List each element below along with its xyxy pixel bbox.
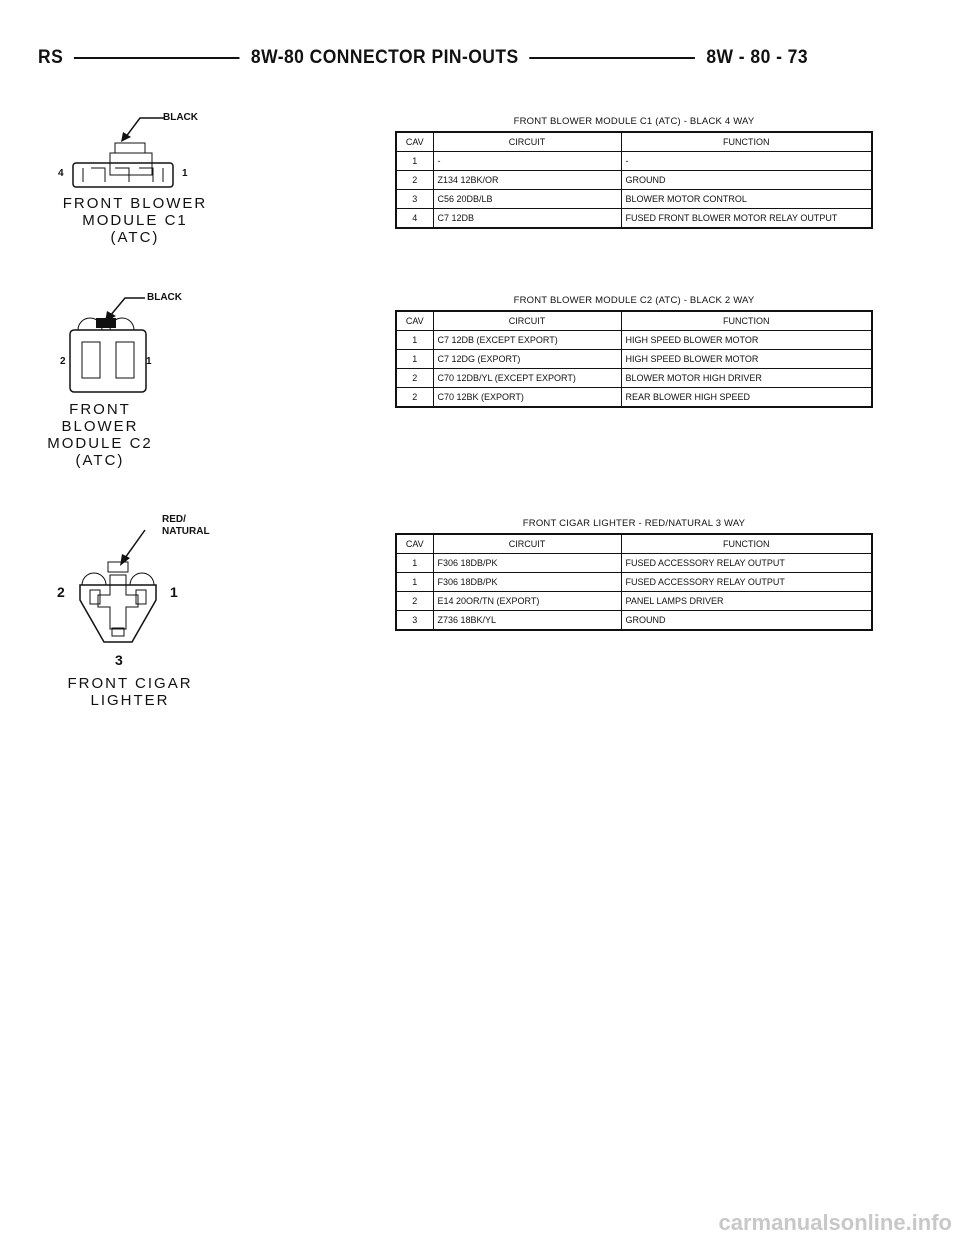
color-label-line: NATURAL — [162, 526, 210, 537]
connector-c2-diagram — [60, 290, 160, 400]
caption-line: FRONT BLOWER — [62, 195, 208, 212]
pinout-table-c1 — [395, 131, 873, 229]
col-cav: CAV — [396, 132, 433, 152]
connector-c2-color-label: BLACK — [147, 292, 182, 303]
circuit-cell: C7 12DB — [433, 209, 621, 229]
header-left: RS — [38, 47, 64, 68]
col-circuit: CIRCUIT — [433, 534, 621, 554]
cav-cell: 4 — [396, 209, 433, 229]
header-title: 8W-80 CONNECTOR PIN-OUTS — [250, 47, 519, 68]
function-cell: - — [621, 152, 872, 171]
table-row — [396, 592, 872, 611]
pinout-table-cigar-lighter — [395, 533, 873, 631]
cav-cell: 1 — [396, 554, 433, 573]
pin-label: 2 — [57, 584, 65, 600]
cav-cell: 1 — [396, 573, 433, 592]
connector-c1-color-label: BLACK — [163, 112, 198, 123]
header-rule — [74, 57, 240, 59]
caption-line: (ATC) — [75, 452, 125, 469]
table-row — [396, 171, 872, 190]
function-cell: PANEL LAMPS DRIVER — [621, 592, 872, 611]
connector-c1-diagram — [55, 110, 225, 190]
pin-label: 3 — [115, 652, 123, 668]
cav-cell: 3 — [396, 611, 433, 631]
cav-cell: 1 — [396, 350, 433, 369]
circuit-cell: C56 20DB/LB — [433, 190, 621, 209]
caption-line: BLOWER — [61, 418, 139, 435]
function-cell: HIGH SPEED BLOWER MOTOR — [621, 331, 872, 350]
pinout-table-c2 — [395, 310, 873, 408]
circuit-cell: C7 12DG (EXPORT) — [433, 350, 621, 369]
watermark: carmanualsonline.info — [718, 1210, 952, 1235]
header-rule — [530, 57, 696, 59]
function-cell: GROUND — [621, 171, 872, 190]
table-row — [396, 611, 872, 631]
circuit-cell: C70 12BK (EXPORT) — [433, 388, 621, 408]
cav-cell: 2 — [396, 388, 433, 408]
col-cav: CAV — [396, 534, 433, 554]
caption-line: FRONT — [69, 401, 131, 418]
function-cell: HIGH SPEED BLOWER MOTOR — [621, 350, 872, 369]
pin-label: 1 — [146, 356, 152, 367]
function-cell: FUSED FRONT BLOWER MOTOR RELAY OUTPUT — [621, 209, 872, 229]
cigar-lighter-diagram — [70, 520, 180, 650]
caption-line: MODULE C1 — [82, 212, 188, 229]
pin-label: 1 — [182, 168, 188, 179]
col-circuit: CIRCUIT — [433, 311, 621, 331]
cav-cell: 2 — [396, 592, 433, 611]
cav-cell: 2 — [396, 369, 433, 388]
function-cell: BLOWER MOTOR HIGH DRIVER — [621, 369, 872, 388]
table-row — [396, 388, 872, 408]
cav-cell: 2 — [396, 171, 433, 190]
cav-cell: 1 — [396, 331, 433, 350]
page-header — [38, 44, 808, 72]
circuit-cell: - — [433, 152, 621, 171]
table-row — [396, 190, 872, 209]
table-row — [396, 573, 872, 592]
connector-c1-caption — [50, 195, 220, 246]
function-cell: FUSED ACCESSORY RELAY OUTPUT — [621, 573, 872, 592]
function-cell: FUSED ACCESSORY RELAY OUTPUT — [621, 554, 872, 573]
circuit-cell: Z736 18BK/YL — [433, 611, 621, 631]
table-title: FRONT BLOWER MODULE C2 (ATC) - BLACK 2 WAY — [513, 295, 755, 306]
table-row — [396, 331, 872, 350]
color-label-line: RED/ — [162, 514, 186, 525]
caption-line: (ATC) — [110, 229, 160, 246]
circuit-cell: C7 12DB (EXCEPT EXPORT) — [433, 331, 621, 350]
function-cell: REAR BLOWER HIGH SPEED — [621, 388, 872, 408]
table-row — [396, 350, 872, 369]
table-title: FRONT BLOWER MODULE C1 (ATC) - BLACK 4 WAY — [513, 116, 755, 127]
col-function: FUNCTION — [621, 534, 872, 554]
circuit-cell: C70 12DB/YL (EXCEPT EXPORT) — [433, 369, 621, 388]
table-row — [396, 554, 872, 573]
table-row — [396, 152, 872, 171]
table-row — [396, 369, 872, 388]
col-circuit: CIRCUIT — [433, 132, 621, 152]
circuit-cell: F306 18DB/PK — [433, 554, 621, 573]
header-page-number: 8W - 80 - 73 — [706, 47, 809, 68]
cigar-lighter-color-label — [162, 514, 210, 538]
pin-label: 4 — [58, 168, 64, 179]
table-row — [396, 209, 872, 229]
col-function: FUNCTION — [621, 311, 872, 331]
circuit-cell: Z134 12BK/OR — [433, 171, 621, 190]
function-cell: GROUND — [621, 611, 872, 631]
caption-line: MODULE C2 — [47, 435, 153, 452]
function-cell: BLOWER MOTOR CONTROL — [621, 190, 872, 209]
cigar-lighter-caption — [45, 675, 215, 709]
table-title: FRONT CIGAR LIGHTER - RED/NATURAL 3 WAY — [522, 518, 746, 529]
cav-cell: 1 — [396, 152, 433, 171]
cav-cell: 3 — [396, 190, 433, 209]
circuit-cell: F306 18DB/PK — [433, 573, 621, 592]
col-cav: CAV — [396, 311, 433, 331]
caption-line: FRONT CIGAR — [67, 675, 193, 692]
circuit-cell: E14 20OR/TN (EXPORT) — [433, 592, 621, 611]
connector-c2-caption — [30, 401, 170, 469]
caption-line: LIGHTER — [90, 692, 170, 709]
pin-label: 1 — [170, 584, 178, 600]
col-function: FUNCTION — [621, 132, 872, 152]
pin-label: 2 — [60, 356, 66, 367]
